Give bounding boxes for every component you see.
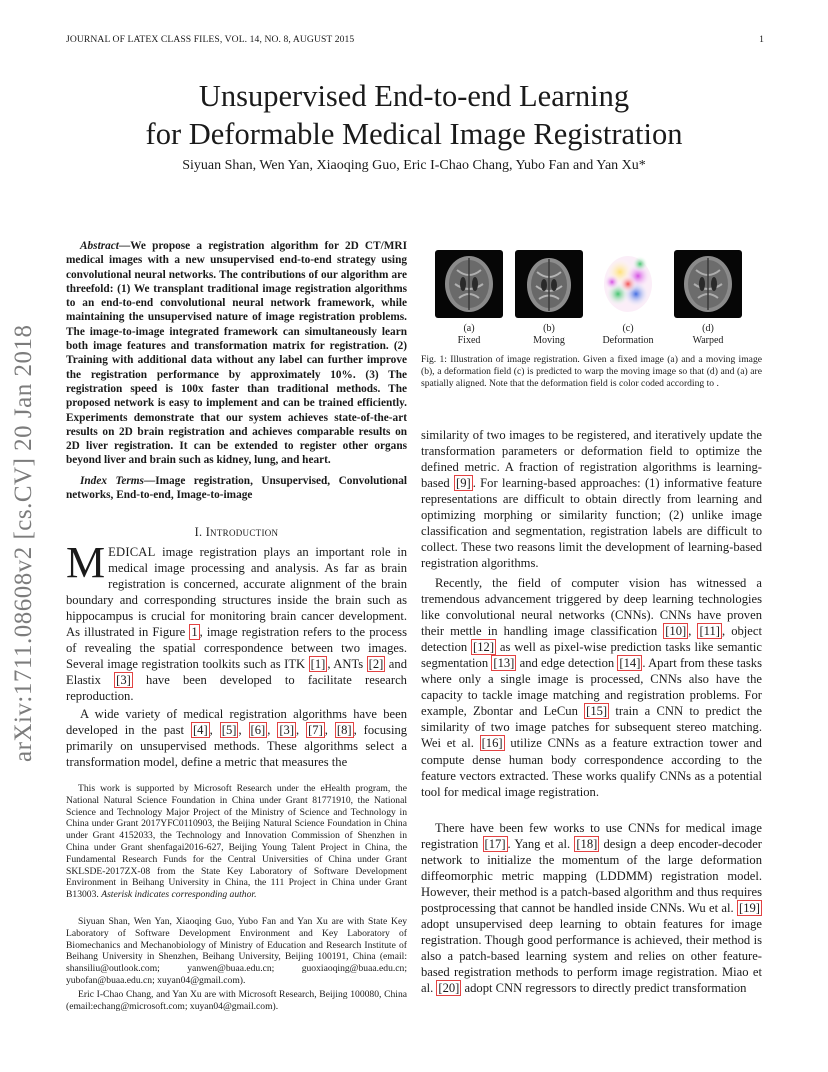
- subfigure-caption: [668, 323, 748, 347]
- citation-link[interactable]: [8]: [336, 723, 352, 738]
- subfigure-tag: (d): [702, 323, 714, 334]
- citation-link[interactable]: [15]: [586, 704, 608, 719]
- body-text: adopt CNN regressors to directly predict transformation: [461, 981, 747, 996]
- citation-link[interactable]: [14]: [619, 656, 641, 671]
- body-paragraph: Recently, the field of computer vision has witnessed a tremendous advancement triggered by deep learning technologies like convolutional neural networks (CNNs). CNNs have proven their mettle in handling image classification [10] , [11] , object detection [12] as well as pixel-wise prediction tasks like semantic segmentation [13] and edge detection [14] . Apart from these tasks where only a single image is processed, CNNs also have the capacity to tackle image matching and registration problems. For example, Zbontar and LeCun [15] train a CNN to predict the similarity of two image patches for subsequent stereo matching. Wei et al. [16] utilize CNNs as a feature extraction tower and compute dense human body correspondence according to the feature vectors extracted. These works qualify CNNs as a potential tool for medical image registration.: [421, 576, 762, 799]
- figure-caption: Fig. 1: Illustration of image registration. Given a fixed image (a) and a moving image (b), a deformation field (c) is predicted to warp the moving image so that (d) and (a) are spatially aligned. Note that the deformation field is color coded according to .: [421, 354, 762, 389]
- subfigure-tag: (c): [622, 323, 634, 334]
- body-paragraph: [421, 427, 762, 571]
- warped-brain-image: [674, 250, 742, 318]
- section-number: I.: [194, 525, 203, 539]
- body-text: train a CNN to predict the similarity of two image patches for subsequent stereo matching. Wei et al.: [421, 704, 762, 751]
- intro-paragraph: A wide variety of medical registration algorithms have been developed in the past [4] , [5] , [6] , [3] , [7] , [8] , focusing primarily on unsupervised methods. These algorithms select a transformation model, define a metric that measures the: [66, 707, 408, 770]
- citation-link[interactable]: [20]: [438, 981, 460, 996]
- citation-link[interactable]: [9]: [456, 476, 471, 491]
- paper-title: [0, 77, 828, 153]
- intro-text: have been developed to facilitate research reproduction.: [66, 673, 407, 704]
- abstract: [66, 239, 407, 468]
- intro-text: , image registration refers to the process of revealing the spatial correspondence between two images. Several image registration toolkits such as ITK: [66, 625, 407, 672]
- body-text: as well as pixel-wise prediction tasks like semantic segmentation: [421, 640, 762, 671]
- body-text: similarity of two images to be registered, and iteratively update the transformation parameters or deformation field to optimize the defined metric. A fraction of registration algorithms is learning-based: [421, 428, 762, 491]
- citation-link[interactable]: [7]: [308, 723, 323, 738]
- body-text: . Apart from these tasks where only a single image is processed, CNNs also have the capacity to tackle image matching and registration problems. For example, Zbontar and LeCun: [421, 656, 762, 719]
- page-number: 1: [759, 34, 764, 45]
- figure-link[interactable]: 1: [191, 625, 198, 640]
- footnote-text: This work is supported by Microsoft Research under the eHealth program, the National Natural Science Foundation in China under Grant 81771910, the National Science and Technology Major Project of the Ministry of Science and Technology in China under Grant 2017YFC0110903, the Beijing Natural Science Foundation in China under Grant 4152033, the Technology and Innovation Commission of Shenzhen in China under Grant shenfagai2016-627, Beijing Young Talent Project in China, the Fundamental Research Funds for the Central Universities of China under Grant SKLSDE-2017ZX-08 from the State Key Laboratory of Software Development Environment in Beihang University in China, the 111 Project in China under Grant B13003.: [66, 783, 407, 901]
- body-text: Recently, the field of computer vision has witnessed a tremendous advancement triggered by deep learning technologies like convolutional neural networks (CNNs). CNNs have proven their mettle in handling image classification: [421, 576, 762, 639]
- footnote-text: Asterisk indicates corresponding author.: [101, 889, 257, 901]
- citation-link[interactable]: [5]: [221, 723, 237, 738]
- citation-link[interactable]: [19]: [739, 901, 760, 916]
- title-line-1: Unsupervised End-to-end Learning: [198, 79, 630, 113]
- subfigure-caption: [588, 323, 668, 347]
- fixed-brain-image: [435, 250, 503, 318]
- intro-text: image registration plays an important role in medical image processing and analysis. As far as brain registration is concerned, accurate alignment of the brain boundary and corresponding structures inside the brain such as hippocampus is crucial for monitoring brain cancer development. As illustrated in Figure: [66, 545, 407, 640]
- citation-link[interactable]: [1]: [310, 657, 326, 672]
- intro-text: , ANTs: [327, 657, 367, 672]
- footnote-funding: [66, 783, 407, 901]
- intro-paragraph: [66, 538, 407, 704]
- running-header: JOURNAL OF LATEX CLASS FILES, VOL. 14, NO. 8, AUGUST 2015: [66, 34, 355, 45]
- drop-cap: M: [66, 538, 106, 587]
- subfigure-tag: (b): [543, 323, 555, 334]
- subfigure-label: Warped: [692, 335, 724, 346]
- title-line-2: for Deformable Medical Image Registration: [145, 117, 683, 151]
- citation-link[interactable]: [13]: [493, 656, 515, 671]
- moving-brain-image: [515, 250, 583, 318]
- index-terms-label: Index Terms: [80, 475, 144, 487]
- body-text: , object detection: [421, 624, 762, 655]
- body-text: and edge detection: [516, 656, 618, 671]
- citation-link[interactable]: [10]: [665, 624, 687, 639]
- footnote-affiliation: Siyuan Shan, Wen Yan, Xiaoqing Guo, Yubo Fan and Yan Xu are with State Key Laboratory of Software Development Environment and Key Laboratory of Biomechanics and Mechanobiology of Ministry of Education and Research Institute of Beihang University in Shenzhen, Beihang University, Beijing 100191, China (email: shansiliu@outlook.com; yanwen@buaa.edu.cn; guoxiaoqing@buaa.edu.cn; yubofan@buaa.edu.cn; xuyan04@gmail.com).: [66, 916, 407, 986]
- subfigure-label: Deformation: [602, 335, 654, 346]
- intro-text: , focusing primarily on unsupervised methods. These algorithms select a transformation model, define a metric that measures the: [66, 723, 408, 770]
- index-terms: [66, 474, 407, 503]
- section-title: Introduction: [205, 525, 279, 539]
- citation-link[interactable]: [6]: [250, 723, 266, 738]
- body-text: . Yang et al.: [507, 837, 575, 852]
- citation-link[interactable]: [12]: [473, 640, 495, 655]
- citation-link[interactable]: [3]: [116, 673, 131, 688]
- subfigure-caption: [509, 323, 589, 347]
- body-text: There have been few works to use CNNs for medical image registration: [421, 821, 762, 852]
- intro-text: A wide variety of medical registration algorithms have been developed in the past: [66, 707, 407, 738]
- body-text: design a deep encoder-decoder network to initialize the momentum of the large deformation diffeomorphic metric mapping (LDDMM) registration model. However, their method is a patch-based algorithm and thus requires postprocessing that cannot be handled inside CNNs. Wu et al.: [421, 837, 762, 916]
- lead-word: EDICAL: [108, 545, 156, 559]
- citation-link[interactable]: [18]: [576, 837, 598, 852]
- arxiv-stamp: arXiv:1711.08608v2 [cs.CV] 20 Jan 2018: [10, 324, 37, 762]
- body-text: adopt unsupervised deep learning to obtain features for image registration. Though good performance is achieved, their method is also a patch-based learning system and relies on other feature-based registration methods to perform image registration. Miao et al.: [421, 917, 762, 996]
- citation-link[interactable]: [17]: [484, 837, 506, 852]
- footnote-affiliation: Eric I-Chao Chang, and Yan Xu are with Microsoft Research, Beijing 100080, China (email:echang@microsoft.com; xuyan04@gmail.com).: [66, 989, 407, 1012]
- citation-link[interactable]: [2]: [368, 657, 384, 672]
- citation-link[interactable]: [11]: [699, 624, 720, 639]
- author-list: Siyuan Shan, Wen Yan, Xiaoqing Guo, Eric I-Chao Chang, Yubo Fan and Yan Xu*: [182, 158, 646, 173]
- section-heading: [66, 525, 407, 540]
- deformation-field-image: [594, 250, 662, 318]
- subfigure-label: Fixed: [457, 335, 481, 346]
- subfigure-caption: [429, 323, 509, 347]
- body-text: utilize CNNs as a feature extraction tower and compute dense human body correspondence according to the feature vectors extracted. These works qualify CNNs as a potential tool for medical image registration.: [421, 736, 762, 799]
- subfigure-tag: (a): [463, 323, 475, 334]
- citation-link[interactable]: [4]: [192, 723, 208, 738]
- body-paragraph: [421, 820, 762, 997]
- abstract-text: —We propose a registration algorithm for 2D CT/MRI medical images with a new unsupervised end-to-end strategy using convolutional neural networks. The contributions of our algorithm are threefold: (1) We transplant traditional image registration algorithms to an end-to-end convolutional neural network framework, while maintaining the unsupervised nature of image registration problems. The image-to-image integrated framework can simultaneously learn both image features and transformation matrix for registration. (2) Training with additional data without any label can further improve the registration performance by approximately 10%. (3) The registration speed is 100x faster than traditional methods. The proposed network is easy to implement and can be trained efficiently. Experiments demonstrate that our system achieves state-of-the-art results on 2D brain registration and achieves comparable results on 2D liver registration. It can be extended to register other organs beyond liver and brain such as kidney, lung, and heart.: [66, 240, 407, 467]
- abstract-label: Abstract: [80, 240, 119, 252]
- citation-link[interactable]: [16]: [481, 736, 503, 751]
- citation-link[interactable]: [3]: [279, 723, 295, 738]
- subfigure-label: Moving: [533, 335, 565, 346]
- intro-text: and Elastix: [66, 657, 407, 688]
- index-terms-text: —Image registration, Unsupervised, Convolutional networks, End-to-end, Image-to-image: [66, 475, 407, 502]
- body-text: . For learning-based approaches: (1) informative feature representations are difficult to obtain directly from learning and optimizing morphing or similarity function; (2) unlike image classification and segmentation, registration labels are difficult to collect. These two reasons limit the development of learning-based registration algorithms.: [421, 476, 762, 571]
